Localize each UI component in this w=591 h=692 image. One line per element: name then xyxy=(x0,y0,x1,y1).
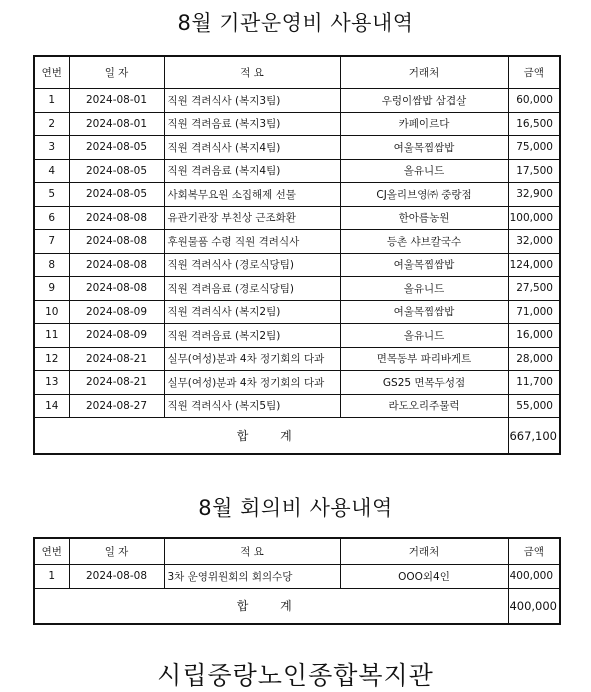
cell-vendor: 여울목찜쌈밥 xyxy=(340,136,508,160)
table-header-row xyxy=(34,538,560,565)
cell-amount: 27,500 xyxy=(508,277,560,301)
cell-vendor: 면목동부 파리바게트 xyxy=(340,347,508,371)
cell-no: 5 xyxy=(34,183,69,207)
cell-vendor: 여울목찜쌈밥 xyxy=(340,300,508,324)
cell-desc: 실무(여성)분과 4차 정기회의 다과 xyxy=(164,347,340,371)
total-label: 합 계 xyxy=(34,418,508,455)
cell-amount: 71,000 xyxy=(508,300,560,324)
cell-date: 2024-08-08 xyxy=(69,277,164,301)
cell-desc: 유관기관장 부친상 근조화환 xyxy=(164,206,340,230)
cell-vendor: 여울목찜쌈밥 xyxy=(340,253,508,277)
table-row xyxy=(34,253,560,277)
cell-date: 2024-08-08 xyxy=(69,206,164,230)
table-row xyxy=(34,277,560,301)
cell-amount: 28,000 xyxy=(508,347,560,371)
cell-no: 13 xyxy=(34,371,69,395)
table-row xyxy=(34,159,560,183)
cell-desc: 직원 격려식사 (복지5팀) xyxy=(164,394,340,418)
cell-amount: 16,000 xyxy=(508,324,560,348)
cell-vendor: 우렁이쌈밥 삼겹살 xyxy=(340,89,508,113)
table-row xyxy=(34,565,560,589)
cell-no: 6 xyxy=(34,206,69,230)
cell-no: 10 xyxy=(34,300,69,324)
total-amount: 667,100 xyxy=(508,418,560,455)
header-vendor: 거래처 xyxy=(340,538,508,565)
cell-amount: 17,500 xyxy=(508,159,560,183)
cell-desc: 실무(여성)분과 4차 정기회의 다과 xyxy=(164,371,340,395)
cell-date: 2024-08-01 xyxy=(69,89,164,113)
cell-desc: 직원 격려음료 (복지3팀) xyxy=(164,112,340,136)
header-desc: 적 요 xyxy=(164,538,340,565)
cell-date: 2024-08-01 xyxy=(69,112,164,136)
table-row xyxy=(34,347,560,371)
cell-vendor: 한아름농원 xyxy=(340,206,508,230)
cell-no: 2 xyxy=(34,112,69,136)
cell-amount: 55,000 xyxy=(508,394,560,418)
cell-vendor: 올유니드 xyxy=(340,159,508,183)
header-amount: 금액 xyxy=(508,538,560,565)
expense-table xyxy=(33,55,561,455)
cell-no: 8 xyxy=(34,253,69,277)
table-row xyxy=(34,371,560,395)
table-row xyxy=(34,89,560,113)
cell-date: 2024-08-05 xyxy=(69,183,164,207)
cell-date: 2024-08-05 xyxy=(69,136,164,160)
cell-date: 2024-08-09 xyxy=(69,324,164,348)
cell-no: 9 xyxy=(34,277,69,301)
table-row xyxy=(34,394,560,418)
cell-desc: 사회복무요원 소집해제 선물 xyxy=(164,183,340,207)
cell-desc: 직원 격려식사 (복지2팀) xyxy=(164,300,340,324)
table-row xyxy=(34,183,560,207)
cell-amount: 11,700 xyxy=(508,371,560,395)
cell-no: 4 xyxy=(34,159,69,183)
header-amount: 금액 xyxy=(508,56,560,89)
total-row xyxy=(34,588,560,624)
organization-name: 시립중랑노인종합복지관 xyxy=(157,661,434,690)
cell-no: 14 xyxy=(34,394,69,418)
cell-vendor: 라도오리주물럭 xyxy=(340,394,508,418)
cell-vendor: 카페이르다 xyxy=(340,112,508,136)
cell-desc: 직원 격려음료 (경로식당팀) xyxy=(164,277,340,301)
cell-no: 3 xyxy=(34,136,69,160)
cell-vendor: 올유니드 xyxy=(340,277,508,301)
meeting-table xyxy=(33,537,561,625)
total-label: 합 계 xyxy=(34,588,508,624)
total-amount: 400,000 xyxy=(508,588,560,624)
cell-amount: 400,000 xyxy=(508,565,560,589)
cell-vendor: 올유니드 xyxy=(340,324,508,348)
header-desc: 적 요 xyxy=(164,56,340,89)
cell-vendor: GS25 면목두성점 xyxy=(340,371,508,395)
header-no: 연번 xyxy=(34,56,69,89)
cell-date: 2024-08-21 xyxy=(69,371,164,395)
cell-date: 2024-08-08 xyxy=(69,230,164,254)
table-row xyxy=(34,300,560,324)
cell-amount: 75,000 xyxy=(508,136,560,160)
cell-desc: 후원물품 수령 직원 격려식사 xyxy=(164,230,340,254)
cell-date: 2024-08-05 xyxy=(69,159,164,183)
table-row xyxy=(34,136,560,160)
cell-date: 2024-08-08 xyxy=(69,253,164,277)
header-date: 일 자 xyxy=(69,538,164,565)
cell-date: 2024-08-09 xyxy=(69,300,164,324)
cell-vendor: CJ올리브영㈜ 중랑점 xyxy=(340,183,508,207)
table-row xyxy=(34,206,560,230)
meeting-title: 8월 회의비 사용내역 xyxy=(198,496,393,520)
cell-vendor: 등촌 샤브칼국수 xyxy=(340,230,508,254)
cell-amount: 124,000 xyxy=(508,253,560,277)
cell-amount: 60,000 xyxy=(508,89,560,113)
cell-desc: 직원 격려음료 (복지4팀) xyxy=(164,159,340,183)
cell-no: 12 xyxy=(34,347,69,371)
cell-vendor: OOO외4인 xyxy=(340,565,508,589)
cell-desc: 직원 격려식사 (복지4팀) xyxy=(164,136,340,160)
table-row xyxy=(34,324,560,348)
cell-desc: 직원 격려식사 (복지3팀) xyxy=(164,89,340,113)
cell-date: 2024-08-27 xyxy=(69,394,164,418)
cell-date: 2024-08-08 xyxy=(69,565,164,589)
table-row xyxy=(34,112,560,136)
expense-title: 8월 기관운영비 사용내역 xyxy=(177,11,414,35)
header-no: 연번 xyxy=(34,538,69,565)
table-header-row xyxy=(34,56,560,89)
cell-amount: 16,500 xyxy=(508,112,560,136)
header-date: 일 자 xyxy=(69,56,164,89)
cell-desc: 직원 격려식사 (경로식당팀) xyxy=(164,253,340,277)
cell-amount: 32,000 xyxy=(508,230,560,254)
cell-date: 2024-08-21 xyxy=(69,347,164,371)
cell-no: 1 xyxy=(34,565,69,589)
total-row xyxy=(34,418,560,455)
cell-amount: 32,900 xyxy=(508,183,560,207)
cell-no: 1 xyxy=(34,89,69,113)
cell-no: 7 xyxy=(34,230,69,254)
table-row xyxy=(34,230,560,254)
cell-desc: 직원 격려음료 (복지2팀) xyxy=(164,324,340,348)
cell-no: 11 xyxy=(34,324,69,348)
cell-amount: 100,000 xyxy=(508,206,560,230)
cell-desc: 3차 운영위원회의 회의수당 xyxy=(164,565,340,589)
header-vendor: 거래처 xyxy=(340,56,508,89)
